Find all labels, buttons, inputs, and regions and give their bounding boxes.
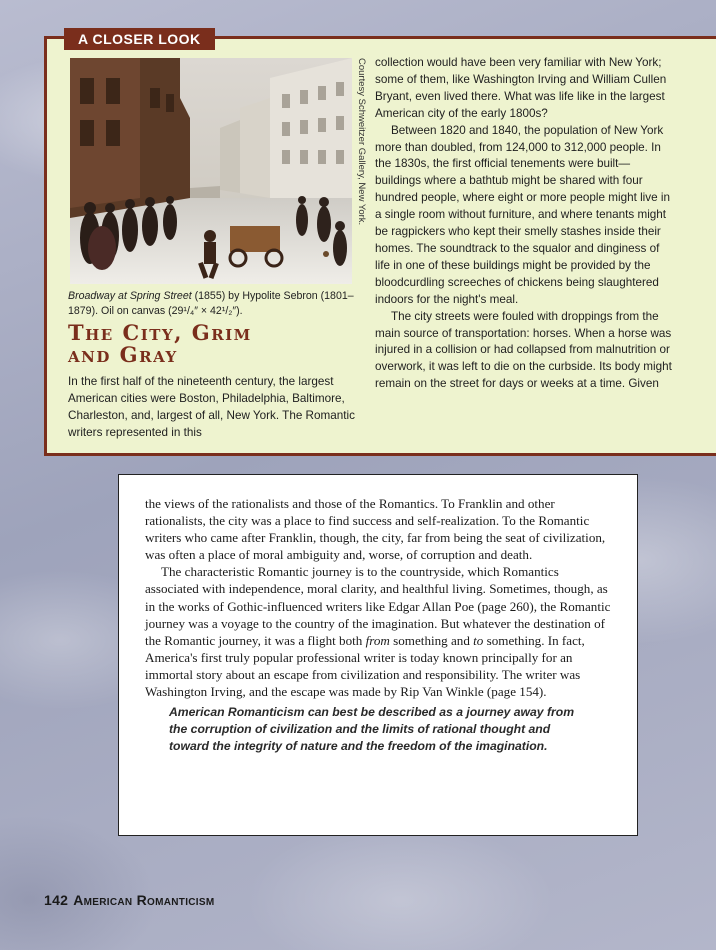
sidebar-paragraph-3: The city streets were fouled with droppings from the main source of transportation: horses. When a horse was injured in a collision or had collapsed from malnutrition or overwork, it was left to die on the curbside. Its body might remain on the street for days or weeks at a time. Given bbox=[375, 309, 672, 391]
main-text-box bbox=[118, 474, 638, 836]
sidebar-paragraph-1: collection would have been very familiar with New York; some of them, like Washington Irving and William Cullen Bryant, even lived there. What was life like in the largest American city of the early 1800s? bbox=[375, 56, 667, 120]
main-paragraph-2 bbox=[145, 563, 615, 700]
sidebar-heading bbox=[68, 322, 368, 366]
page-number: 142 bbox=[44, 892, 69, 908]
painting-broadway-spring-street bbox=[70, 58, 352, 284]
sidebar-right-column bbox=[375, 55, 675, 393]
key-idea-summary: American Romanticism can best be described as a journey away from the corruption of civilization and the limits of rational thought and toward the integrity of nature and the freedom of the imagination. bbox=[169, 705, 575, 754]
sidebar-heading-line1: The City, Grim bbox=[68, 320, 252, 345]
sidebar-intro-paragraph: In the first half of the nineteenth century, the largest American cities were Boston, Philadelphia, Baltimore, Charleston, and, largest of all, New York. The Romantic writers represented in this bbox=[68, 375, 355, 439]
section-title: American Romanticism bbox=[73, 892, 215, 908]
main-paragraph-2-part-a: The characteristic Romantic journey is to the countryside, which Romantics associated with independence, moral clarity, and healthful living. Sometimes, though, as in the works of Gothic-influenced writers like Edgar Allan Poe (page 260), the Romantic journey was a voyage to the country of the imagination. But whatever the destination of the Romantic journey, it was a flight both bbox=[145, 564, 611, 648]
main-paragraph-2-part-b: something and bbox=[389, 632, 474, 648]
painting-details: (1855) by Hypolite Sebron (1801–1879). Oil on canvas (29¹/₄″ × 42¹/₂″). bbox=[68, 290, 354, 317]
main-paragraph-2-part-c: something. In fact, America's first truly popular professional writer is today known principally for an immortal story about an escape from civilization and responsibility. The writer was Washington Irving, and the escape was made by Rip Van Winkle (page 154). bbox=[145, 632, 585, 700]
sidebar-paragraph-2: Between 1820 and 1840, the population of New York more than doubled, from 124,000 to 312,000 people. In the 1830s, the first official tenements were built—buildings where a bathtub might be shared with four hundred people, where eight or more people might live in a single room without furniture, and where tenants might be ragpickers who kept their smelly stashes inside their homes. The soundtrack to the squalor and dinginess of life in one of these buildings might be provided by the bloodcurdling screeches of chickens being slaughtered indoors for the night's meal. bbox=[375, 123, 670, 306]
sidebar-heading-line2: and Gray bbox=[68, 342, 178, 367]
page-footer bbox=[44, 892, 214, 908]
main-paragraph-1: the views of the rationalists and those of the Romantics. To Franklin and other rationalists, the city was a place to find success and self-realization. To the Romantic writers who came after Franklin, though, the city, far from being the seat of civilization, was often a place of moral ambiguity and, worse, of corruption and death. bbox=[145, 496, 606, 563]
image-credit: Courtesy Schweitzer Gallery, New York. bbox=[356, 58, 367, 226]
closer-look-tag: A CLOSER LOOK bbox=[64, 28, 215, 50]
painting-caption bbox=[68, 289, 358, 319]
emphasis-from: from bbox=[365, 632, 390, 648]
painting-title: Broadway at Spring Street bbox=[68, 290, 192, 302]
emphasis-to: to bbox=[473, 632, 484, 648]
